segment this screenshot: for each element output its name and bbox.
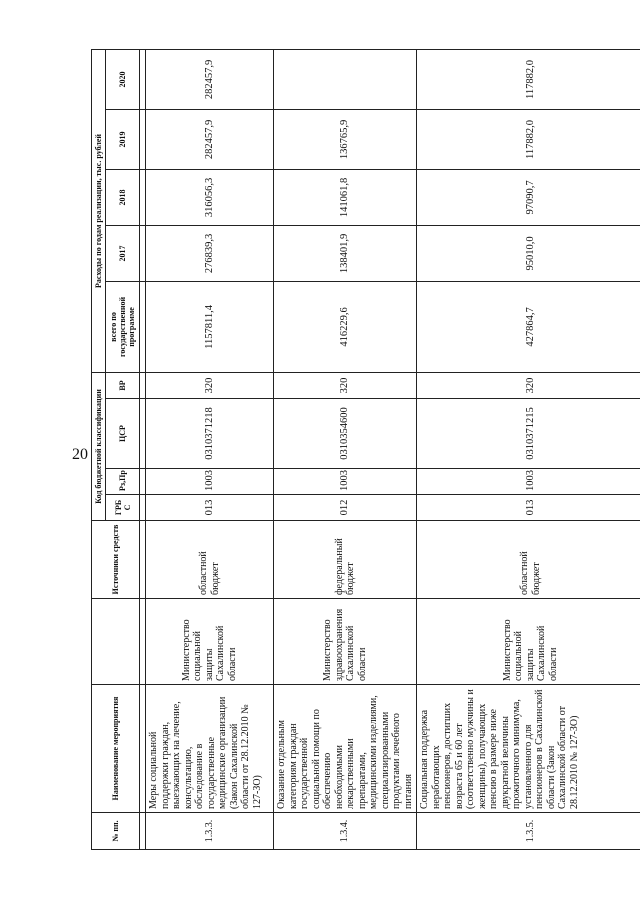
table-row (274, 49, 417, 849)
page-number: 20 (72, 446, 88, 463)
header-rzpr: Рз,Пр (106, 469, 140, 495)
row-2020 (274, 49, 417, 109)
row-number: 1.3.4. (274, 813, 417, 850)
budget-table (91, 49, 640, 850)
header-2018: 2018 (106, 169, 140, 225)
row-executor: Министерство социальной защиты Сахалинской области (146, 599, 274, 685)
header-expenses-group: Расходы по годам реализации, тыс. рублей (92, 49, 106, 372)
row-2019: 117882,0 (417, 109, 640, 169)
row-name: Оказание отдельным категориям граждан государственной социальной помощи по обеспечению необходимыми лекарственными препаратами, медицинскими изделиями, специализированными продуктами лечебного питания (274, 685, 417, 813)
row-source: федеральный бюджет (274, 521, 417, 599)
row-csr: 0310354600 (274, 399, 417, 469)
row-rzpr: 1003 (274, 469, 417, 495)
header-2020: 2020 (106, 49, 140, 109)
row-source: областной бюджет (417, 521, 640, 599)
row-name: Социальная поддержка неработающих пенсионеров, достигших возраста 65 и 60 лет (соответственно мужчины и женщины), получающих пенсию в размере ниже двукратной величины прожиточного минимума, установленного для пенсионеров в Сахалинской области (Закон Сахалинской области от 28.12.2010 № 127-ЗО) (417, 685, 640, 813)
row-number: 1.3.3. (146, 813, 274, 850)
header-2019: 2019 (106, 109, 140, 169)
row-2017: 138401,9 (274, 225, 417, 281)
row-csr: 0310371215 (417, 399, 640, 469)
header-executor (92, 599, 140, 685)
row-rzpr: 1003 (417, 469, 640, 495)
row-2017: 95010,0 (417, 225, 640, 281)
row-executor: Министерство социальной защиты Сахалинской области (417, 599, 640, 685)
header-num: № пп. (92, 813, 140, 850)
row-vr: 320 (146, 372, 274, 398)
header-source: Источники средств (92, 521, 140, 599)
row-source: областной бюджет (146, 521, 274, 599)
row-2020: 282457,9 (146, 49, 274, 109)
row-2019: 282457,9 (146, 109, 274, 169)
row-name: Меры социальной поддержки граждан, выезжающих на лечение, консультацию, обследование в государственные медицинские организации (Закон Сахалинской области от 28.12.2010 № 127-ЗО) (146, 685, 274, 813)
header-grbs: ГРБ С (106, 495, 140, 521)
row-2017: 276839,3 (146, 225, 274, 281)
row-2018: 97090,7 (417, 169, 640, 225)
row-2018: 141061,8 (274, 169, 417, 225)
row-grbs: 013 (417, 495, 640, 521)
row-number: 1.3.5. (417, 813, 640, 850)
header-csr: ЦСР (106, 399, 140, 469)
row-2018: 316056,3 (146, 169, 274, 225)
row-vr: 320 (274, 372, 417, 398)
row-rzpr: 1003 (146, 469, 274, 495)
row-csr: 0310371218 (146, 399, 274, 469)
row-total: 427864,7 (417, 281, 640, 372)
row-grbs: 013 (146, 495, 274, 521)
header-name: Наименование мероприятия (92, 685, 140, 813)
header-row-1 (92, 49, 106, 849)
row-2019: 136765,9 (274, 109, 417, 169)
header-codes-group: Код бюджетной классификации (92, 372, 106, 520)
row-vr: 320 (417, 372, 640, 398)
row-grbs: 012 (274, 495, 417, 521)
row-total: 1157811,4 (146, 281, 274, 372)
table-row (417, 49, 640, 849)
row-executor: Министерство здравоохранения Сахалинской области (274, 599, 417, 685)
table-row (146, 49, 274, 849)
header-2017: 2017 (106, 225, 140, 281)
header-vr: ВР (106, 372, 140, 398)
row-2020: 117882,0 (417, 49, 640, 109)
row-total: 416229,6 (274, 281, 417, 372)
header-total: всего по государственной программе (106, 281, 140, 372)
rotated-table-area (91, 50, 640, 843)
